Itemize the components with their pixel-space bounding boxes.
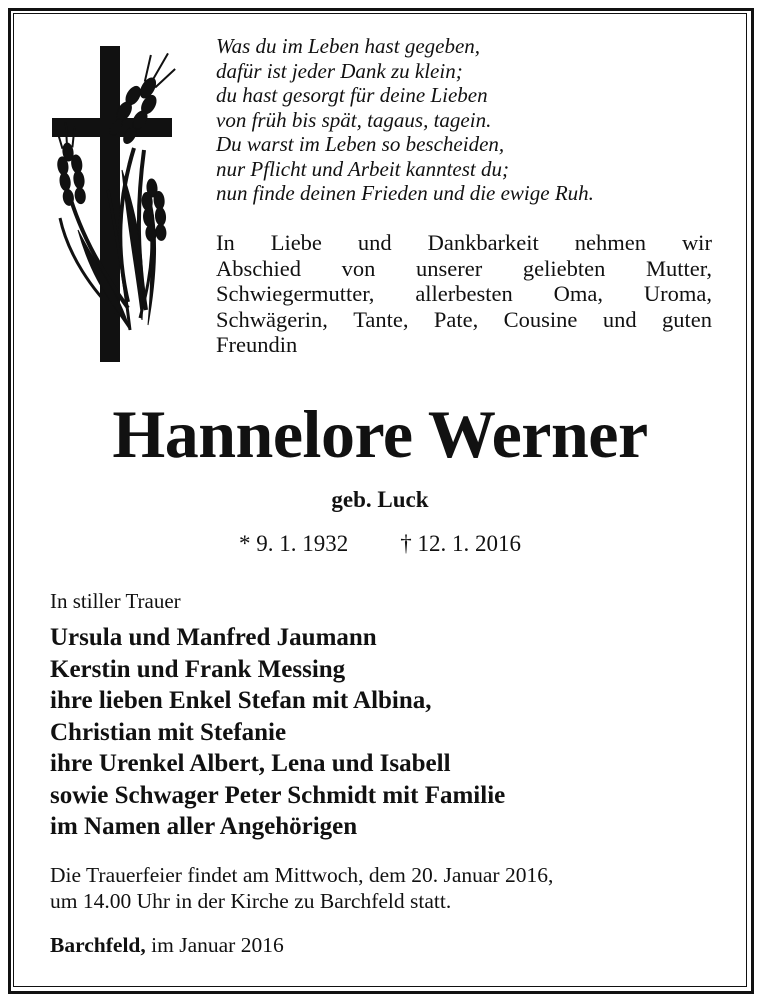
farewell-word: Uroma, [643, 281, 712, 306]
farewell-word: Schwiegermutter, [216, 281, 375, 306]
closing-date: im Januar 2016 [151, 933, 284, 957]
poem-line: von früh bis spät, tagaus, tagein. [216, 107, 492, 132]
maiden-name: geb. Luck [331, 487, 429, 512]
mourner-line: im Namen aller Angehörigen [50, 813, 358, 840]
funeral-service-info [50, 862, 730, 914]
farewell-line [216, 230, 712, 256]
farewell-word: Mutter, [645, 255, 712, 281]
poem-line: Was du im Leben hast gegeben, [216, 34, 481, 58]
death-date: † 12. 1. 2016 [400, 531, 521, 556]
poem-line: nun finde deinen Frieden und die ewige Ruh. [216, 181, 594, 205]
mourner-line: sowie Schwager Peter Schmidt mit Familie [50, 781, 506, 809]
mourner-line: ihre Urenkel Albert, Lena und Isabell [50, 750, 451, 777]
farewell-word: wir [681, 230, 712, 255]
mourning-label: In stiller Trauer [50, 589, 181, 613]
farewell-word: Liebe [270, 230, 322, 255]
farewell-word: Cousine [503, 306, 578, 332]
farewell-word: Tante, [353, 306, 409, 332]
farewell-text [216, 230, 712, 358]
poem-line: dafür ist jeder Dank zu klein; [216, 58, 463, 83]
place: Barchfeld, [50, 933, 146, 957]
farewell-word: In [216, 230, 235, 255]
place-and-date [50, 932, 284, 958]
mourners-list [50, 622, 730, 843]
poem-line: du hast gesorgt für deine Lieben [216, 83, 488, 107]
farewell-word: geliebten [522, 255, 606, 281]
mourner-line: Ursula und Manfred Jaumann [50, 624, 377, 651]
farewell-word: unserer [416, 255, 483, 281]
memorial-poem [216, 34, 716, 206]
deceased-name: Hannelore Werner [112, 396, 648, 472]
farewell-line [216, 307, 712, 333]
farewell-word: Oma, [553, 281, 604, 306]
farewell-word: nehmen [574, 230, 646, 255]
birth-date: * 9. 1. 1932 [239, 531, 349, 556]
mourner-line: Christian mit Stefanie [50, 718, 287, 746]
farewell-word: Schwägerin, [216, 306, 328, 332]
poem-line: nur Pflicht und Arbeit kanntest du; [216, 156, 509, 181]
mourner-line: ihre lieben Enkel Stefan mit Albina, [50, 687, 432, 714]
farewell-word: von [341, 255, 376, 281]
farewell-word: Pate, [433, 306, 479, 332]
poem-line: Du warst im Leben so bescheiden, [216, 132, 505, 156]
farewell-line: Freundin [216, 332, 298, 357]
service-line: um 14.00 Uhr in der Kirche zu Barchfeld statt. [50, 889, 452, 913]
cross-with-wheat-icon [48, 40, 178, 365]
life-dates [0, 530, 760, 558]
mourner-line: Kerstin und Frank Messing [50, 655, 346, 683]
service-line: Die Trauerfeier findet am Mittwoch, dem 20. Januar 2016, [50, 863, 554, 887]
farewell-line [216, 256, 712, 282]
farewell-word: guten [661, 306, 712, 332]
farewell-word: Abschied [216, 255, 301, 281]
farewell-word: allerbesten [415, 281, 513, 306]
farewell-word: Dankbarkeit [427, 230, 539, 255]
farewell-line [216, 281, 712, 307]
farewell-word: und [357, 230, 392, 255]
farewell-word: und [602, 306, 637, 332]
